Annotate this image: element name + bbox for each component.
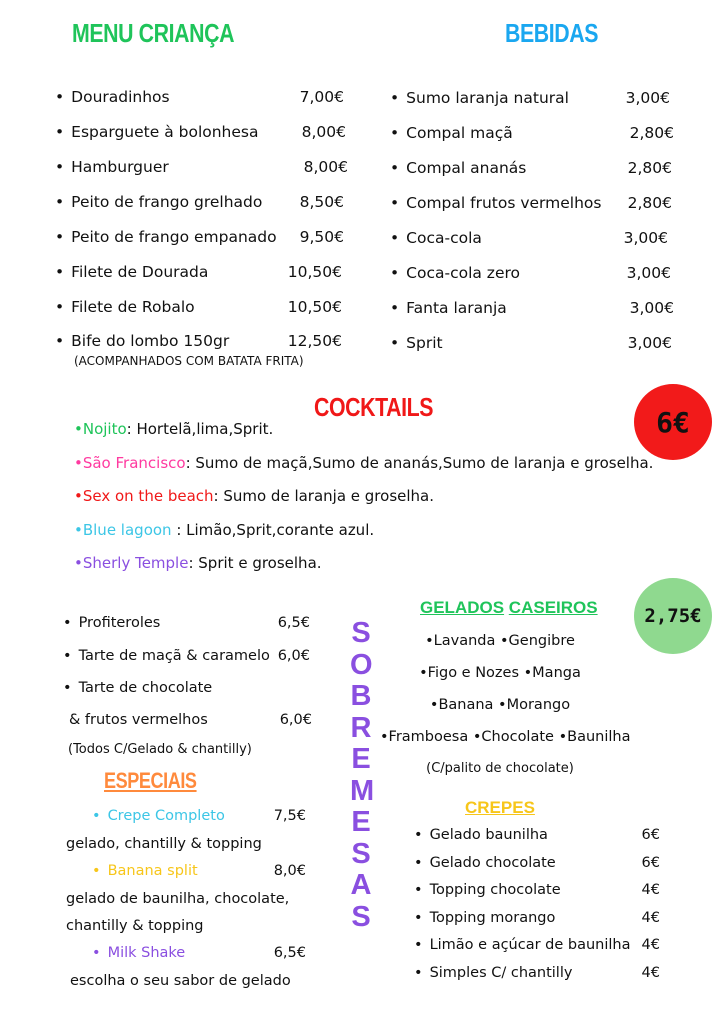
ice-cream-price-badge: 2,75€ xyxy=(634,578,712,654)
kids-item-price: 10,50€ xyxy=(287,263,342,281)
special-item-desc: gelado de baunilha, chocolate, xyxy=(66,891,290,907)
vertical-title-letter: S xyxy=(351,617,371,649)
drink-item-price: 3,00€ xyxy=(623,229,668,247)
cocktail-name: •São Francisco xyxy=(74,454,186,472)
crepe-item-name: • Simples C/ chantilly xyxy=(414,965,572,981)
vertical-title-letter: E xyxy=(351,743,371,775)
crepe-item-name: • Gelado chocolate xyxy=(414,855,556,871)
crepe-item-name: • Topping chocolate xyxy=(414,882,561,898)
kids-item-name: • Peito de frango grelhado xyxy=(55,193,262,211)
cocktail-item xyxy=(74,487,434,505)
kids-item-price: 8,50€ xyxy=(299,193,344,211)
special-item-desc: chantilly & topping xyxy=(66,918,204,934)
kids-item-name: • Esparguete à bolonhesa xyxy=(55,123,259,141)
crepes-title: CREPES xyxy=(465,798,535,817)
vertical-title-letter: O xyxy=(350,648,373,681)
cocktail-desc: : Limão,Sprit,corante azul. xyxy=(171,521,375,539)
drink-item-price: 2,80€ xyxy=(627,159,672,177)
kids-item-price: 8,00€ xyxy=(301,123,346,141)
cocktail-name: •Blue lagoon xyxy=(74,521,172,539)
drink-item-name: • Compal frutos vermelhos xyxy=(390,194,601,212)
kids-item-price: 10,50€ xyxy=(287,298,342,316)
kids-item-price: 7,00€ xyxy=(299,88,344,106)
kids-item-name: • Filete de Dourada xyxy=(55,263,208,281)
dessert-item-price: 6,0€ xyxy=(277,648,310,664)
cocktail-price-badge: 6€ xyxy=(634,384,712,460)
crepe-item-name: • Topping morango xyxy=(414,910,555,926)
cocktail-desc: : Sprit e groselha. xyxy=(188,554,322,572)
drink-item-name: • Compal ananás xyxy=(390,159,526,177)
dessert-item-price: 6,0€ xyxy=(279,712,312,728)
kids-item-name: • Hamburguer xyxy=(55,158,169,176)
drink-item-name: • Sumo laranja natural xyxy=(390,89,569,107)
ice-cream-flavor-row: •Banana •Morango xyxy=(429,697,571,713)
dessert-item-name: • Tarte de maçã & caramelo xyxy=(63,648,270,664)
drinks-title: BEBIDAS xyxy=(505,18,599,48)
vertical-title-letter: B xyxy=(350,680,372,712)
ice-cream-note: (C/palito de chocolate) xyxy=(426,761,574,776)
ice-cream-flavor-row: •Lavanda •Gengibre xyxy=(425,633,575,649)
desserts-note: (Todos C/Gelado & chantilly) xyxy=(68,742,252,757)
dessert-item-price: 6,5€ xyxy=(277,615,310,631)
drink-item-name: • Coca-cola xyxy=(390,229,482,247)
special-item-name: • Crepe Completo xyxy=(92,808,225,824)
special-item-name: • Banana split xyxy=(92,863,198,879)
cocktail-name: •Sherly Temple xyxy=(74,554,189,572)
kids-item-name: • Douradinhos xyxy=(55,88,170,106)
crepe-item-price: 4€ xyxy=(641,910,660,926)
crepe-item-price: 4€ xyxy=(641,965,660,981)
cocktail-desc: : Hortelã,lima,Sprit. xyxy=(126,420,274,438)
special-item-price: 8,0€ xyxy=(273,863,306,879)
vertical-title-letter: S xyxy=(351,900,371,933)
specials-title: ESPECIAIS xyxy=(104,768,197,793)
cocktail-item xyxy=(74,454,653,472)
drink-item-price: 3,00€ xyxy=(626,264,671,282)
drink-item-name: • Fanta laranja xyxy=(390,299,507,317)
ice-cream-title-a: GELADOS xyxy=(420,598,505,617)
kids-item-name: • Bife do lombo 150gr xyxy=(55,332,229,350)
cocktail-name: •Nojito xyxy=(74,420,127,438)
crepe-item-price: 4€ xyxy=(641,882,660,898)
crepe-item-price: 6€ xyxy=(641,855,660,871)
drink-item-name: • Compal maçã xyxy=(390,124,513,142)
special-item-name: • Milk Shake xyxy=(92,945,185,961)
special-item-price: 6,5€ xyxy=(273,945,306,961)
vertical-title-letter: A xyxy=(350,869,372,901)
vertical-title-letter: R xyxy=(350,711,372,744)
cocktail-item xyxy=(74,554,322,572)
drink-item-price: 3,00€ xyxy=(625,89,670,107)
drink-item-price: 2,80€ xyxy=(627,194,672,212)
special-item-price: 7,5€ xyxy=(273,808,306,824)
kids-item-name: • Peito de frango empanado xyxy=(55,228,277,246)
crepe-item-price: 4€ xyxy=(641,937,660,953)
cocktail-item xyxy=(74,420,273,438)
special-item-desc: gelado, chantilly & topping xyxy=(66,836,262,852)
cocktail-name: •Sex on the beach xyxy=(74,487,214,505)
drink-item-price: 2,80€ xyxy=(629,124,674,142)
dessert-item-name: • Profiteroles xyxy=(63,615,160,631)
cocktail-item xyxy=(74,521,374,539)
ice-cream-flavor-row: •Figo e Nozes •Manga xyxy=(419,665,581,681)
vertical-title-letter: M xyxy=(350,774,375,807)
drink-item-price: 3,00€ xyxy=(629,299,674,317)
cocktails-title: COCKTAILS xyxy=(314,392,434,422)
dessert-item-name: & frutos vermelhos xyxy=(69,712,208,728)
kids-item-name: • Filete de Robalo xyxy=(55,298,195,316)
drink-item-name: • Sprit xyxy=(390,334,443,352)
kids-menu-note: (ACOMPANHADOS COM BATATA FRITA) xyxy=(74,354,304,368)
cocktail-desc: : Sumo de laranja e groselha. xyxy=(213,487,435,505)
vertical-title-letter: S xyxy=(351,837,371,870)
kids-menu-title: MENU CRIANÇA xyxy=(72,18,235,48)
desserts-vertical-title xyxy=(350,617,375,933)
crepe-item-name: • Limão e açúcar de baunilha xyxy=(414,937,631,953)
drink-item-name: • Coca-cola zero xyxy=(390,264,520,282)
kids-item-price: 8,00€ xyxy=(303,158,348,176)
crepe-item-name: • Gelado baunilha xyxy=(414,827,548,843)
ice-cream-title xyxy=(420,598,598,618)
cocktail-desc: : Sumo de maçã,Sumo de ananás,Sumo de laranja e groselha. xyxy=(185,454,654,472)
vertical-title-letter: E xyxy=(351,806,371,838)
special-item-desc: escolha o seu sabor de gelado xyxy=(70,973,291,989)
dessert-item-name: • Tarte de chocolate xyxy=(63,680,212,696)
drink-item-price: 3,00€ xyxy=(627,334,672,352)
ice-cream-flavor-row: •Framboesa •Chocolate •Baunilha xyxy=(380,729,631,745)
kids-item-price: 12,50€ xyxy=(287,332,342,350)
kids-item-price: 9,50€ xyxy=(299,228,344,246)
ice-cream-title-b: CASEIROS xyxy=(508,598,598,617)
crepe-item-price: 6€ xyxy=(641,827,660,843)
